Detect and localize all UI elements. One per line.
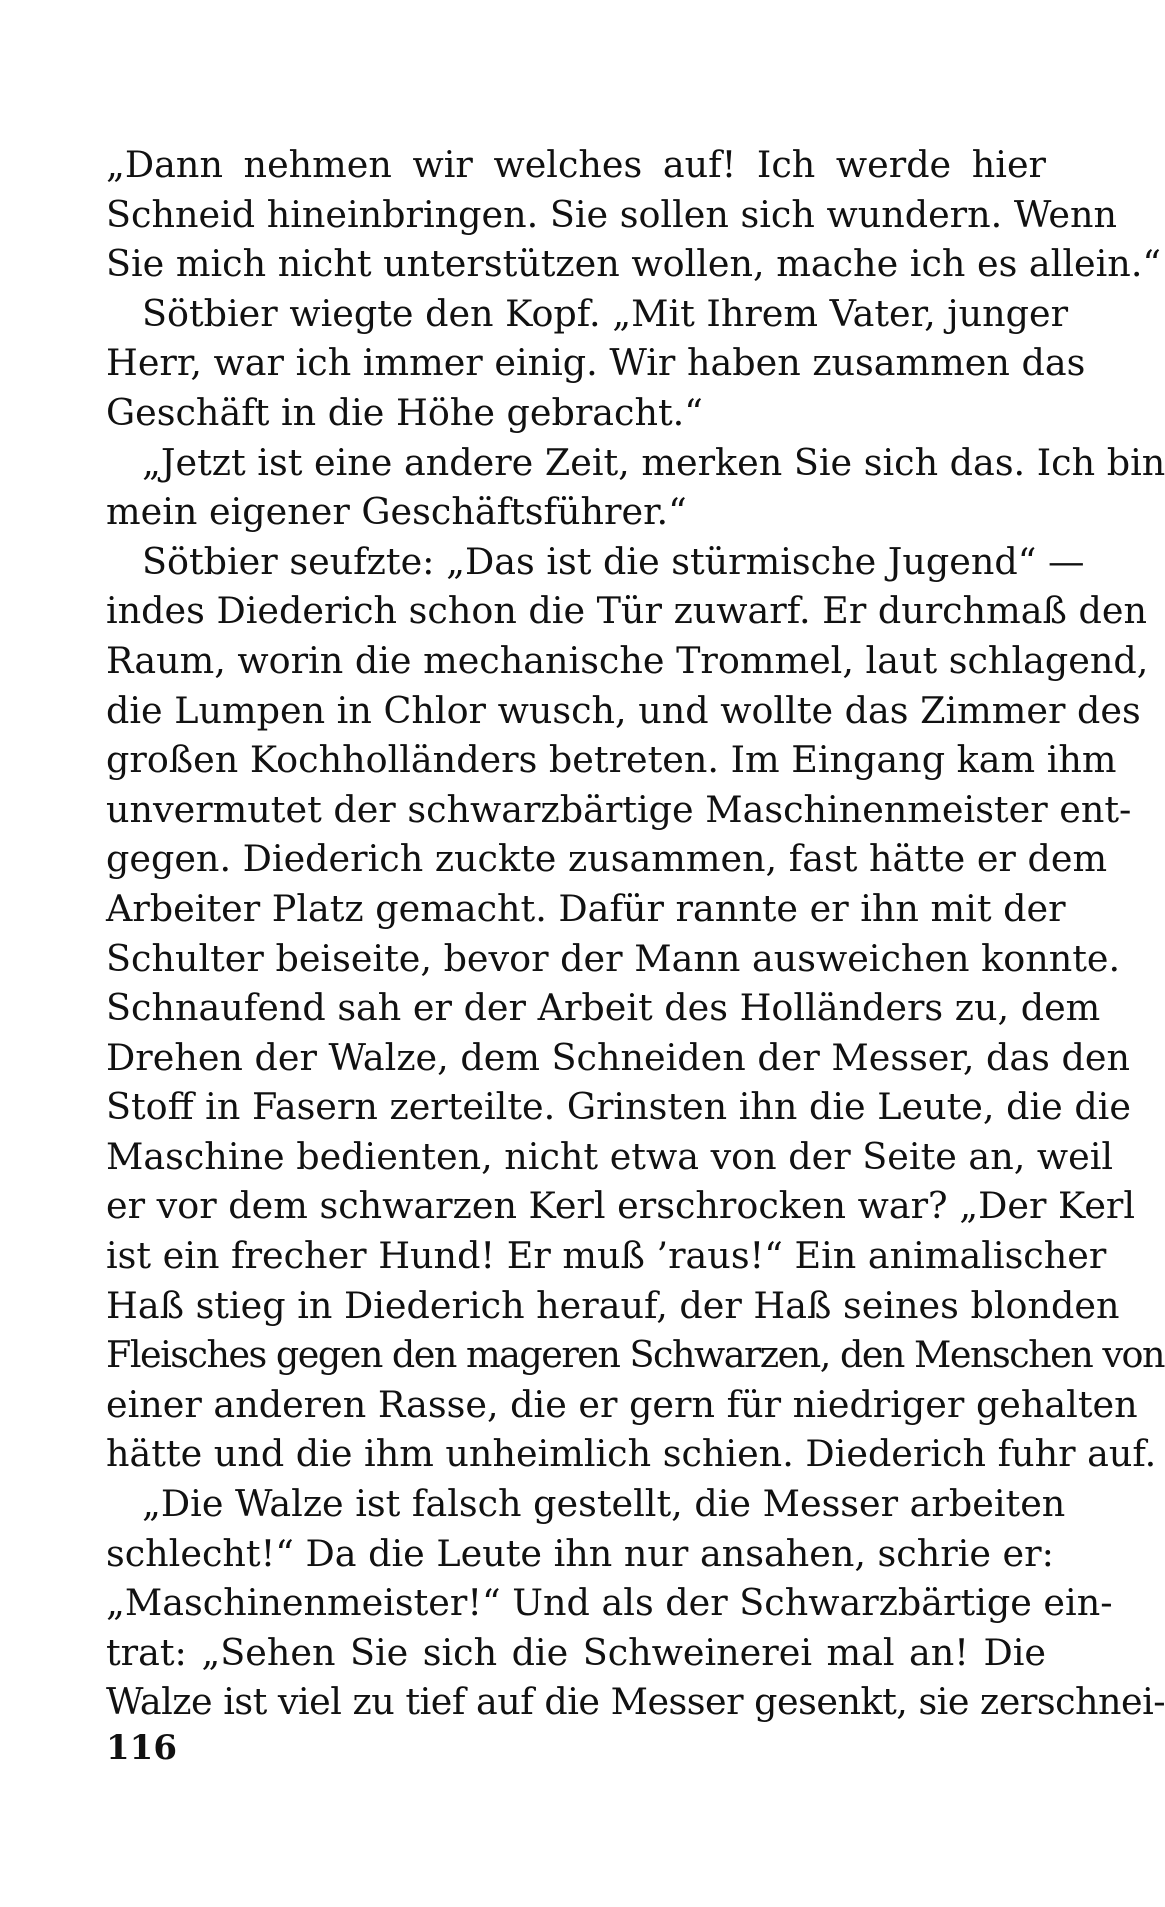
- text-line: Raum, worin die mechanische Trommel, laut schlagend,: [106, 638, 1149, 682]
- text-line: trat: „Sehen Sie sich die Schweinerei mal an! Die: [106, 1630, 1046, 1674]
- text-line: die Lumpen in Chlor wusch, und wollte das Zimmer des: [106, 688, 1141, 732]
- text-line: ist ein frecher Hund! Er muß ’raus!“ Ein animalischer: [106, 1234, 1107, 1278]
- text-line: Schneid hineinbringen. Sie sollen sich wundern. Wenn: [106, 192, 1117, 236]
- text-line: großen Kochholländers betreten. Im Eingang kam ihm: [106, 738, 1117, 782]
- text-line: einer anderen Rasse, die er gern für niedriger gehalten: [106, 1382, 1138, 1426]
- text-line: Schulter beiseite, bevor der Mann ausweichen konnte.: [106, 936, 1121, 980]
- text-line: Walze ist viel zu tief auf die Messer gesenkt, sie zerschnei-: [106, 1680, 1165, 1724]
- text-line: mein eigener Geschäftsführer.“: [106, 490, 687, 534]
- text-line: Sötbier seufzte: „Das ist die stürmische Jugend“ —: [142, 539, 1085, 583]
- text-line: „Jetzt ist eine andere Zeit, merken Sie sich das. Ich bin: [142, 440, 1165, 484]
- text-line: indes Diederich schon die Tür zuwarf. Er durchmaß den: [106, 589, 1147, 633]
- text-line: „Die Walze ist falsch gestellt, die Messer arbeiten: [142, 1482, 1066, 1526]
- text-line: Drehen der Walze, dem Schneiden der Messer, das den: [106, 1035, 1130, 1079]
- text-line: er vor dem schwarzen Kerl erschrocken war? „Der Kerl: [106, 1184, 1136, 1228]
- page-number: 116: [106, 1728, 177, 1768]
- text-line: „Dann nehmen wir welches auf! Ich werde hier: [106, 143, 1046, 186]
- text-line: Herr, war ich immer einig. Wir haben zusammen das: [106, 341, 1086, 385]
- text-line: unvermutet der schwarzbärtige Maschinenmeister ent-: [106, 787, 1132, 831]
- text-line: Maschine bedienten, nicht etwa von der Seite an, weil: [106, 1134, 1114, 1178]
- text-line: Haß stieg in Diederich herauf, der Haß seines blonden: [106, 1283, 1120, 1327]
- text-line: gegen. Diederich zuckte zusammen, fast hätte er dem: [106, 837, 1108, 881]
- text-line: schlecht!“ Da die Leute ihn nur ansahen, schrie er:: [106, 1531, 1054, 1575]
- body-text: [106, 140, 1165, 1727]
- text-line: Stoff in Fasern zerteilte. Grinsten ihn die Leute, die die: [106, 1085, 1131, 1129]
- text-line: Fleisches gegen den mageren Schwarzen, den Menschen von: [106, 1333, 1165, 1377]
- text-line: Sötbier wiegte den Kopf. „Mit Ihrem Vater, junger: [142, 291, 1069, 335]
- text-line: „Maschinenmeister!“ Und als der Schwarzbärtige ein-: [106, 1581, 1113, 1625]
- text-line: Arbeiter Platz gemacht. Dafür rannte er ihn mit der: [106, 886, 1066, 930]
- text-line: hätte und die ihm unheimlich schien. Diederich fuhr auf.: [106, 1432, 1157, 1476]
- text-line: Geschäft in die Höhe gebracht.“: [106, 390, 703, 434]
- text-line: Sie mich nicht unterstützen wollen, mache ich es allein.“: [106, 242, 1162, 286]
- text-line: Schnaufend sah er der Arbeit des Holländers zu, dem: [106, 986, 1101, 1030]
